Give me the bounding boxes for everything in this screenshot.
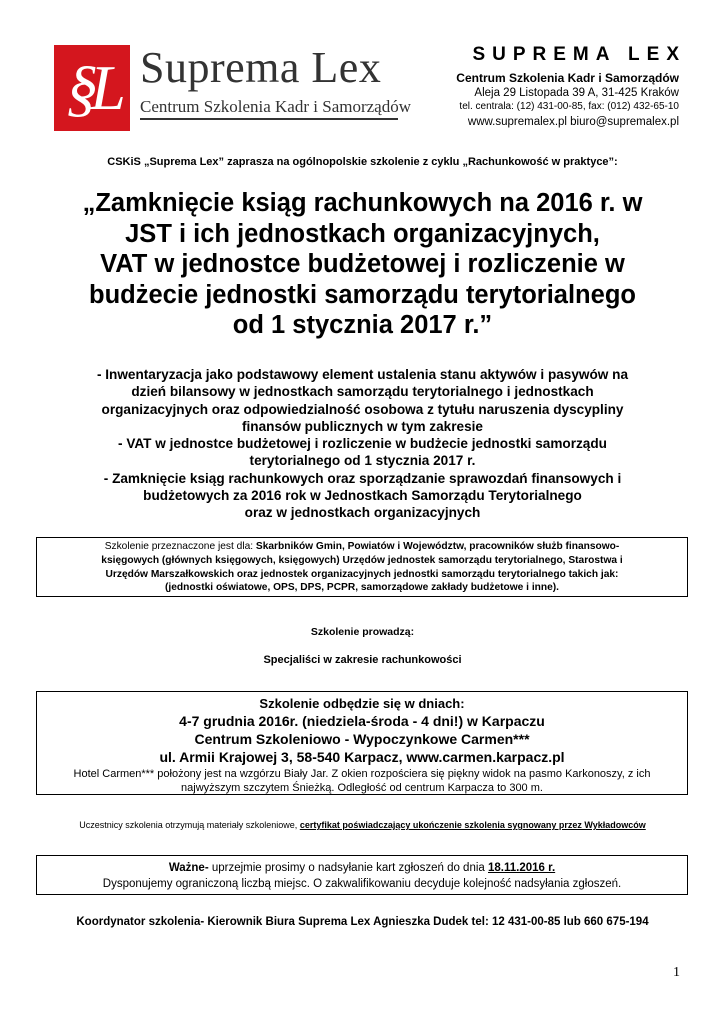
venue-description: najwyższym szczytem Śnieżką. Odległość od centrum Karpacza to 300 m. [181, 782, 543, 794]
certificate-text: certyfikat poświadczający ukończenie szkolenia sygnowany przez Wykładowców [299, 820, 646, 830]
coordinator-line: Koordynator szkolenia- Kierownik Biura Suprema Lex Agnieszka Dudek tel: 12 431-00-85 lub 660 675-194 [76, 916, 649, 928]
venue-box [36, 691, 688, 795]
notice-deadline: 18.11.2016 r. [488, 862, 556, 874]
materials-line [0, 820, 725, 830]
header-brand: SUPREMA LEX [472, 44, 686, 65]
audience-lead: Szkolenie przeznaczone jest dla: [104, 541, 256, 552]
venue-place: Centrum Szkoleniowo - Wypoczynkowe Carmen*** [194, 731, 530, 747]
audience-line: Skarbników Gmin, Powiatów i Województw, pracowników służb finansowo- [255, 541, 620, 552]
topic-line: finansów publicznych w tym zakresie [242, 418, 483, 434]
topic-line: - Zamknięcie ksiąg rachunkowych oraz sporządzanie sprawozdań finansowych i [103, 470, 622, 486]
topic-line: - Inwentaryzacja jako podstawowy element ustalenia stanu aktywów i pasywów na [96, 367, 629, 382]
materials-text: Uczestnicy szkolenia otrzymują materiały szkoleniowe, [79, 820, 300, 830]
trainers-value: Specjaliści w zakresie rachunkowości [263, 654, 462, 666]
page-number: 1 [673, 965, 680, 980]
logo-subtitle: Centrum Szkolenia Kadr i Samorządów [140, 97, 411, 116]
trainers-label: Szkolenie prowadzą: [310, 626, 415, 638]
notice-label: Ważne- [168, 862, 209, 874]
title-line: JST i ich jednostkach organizacyjnych, [125, 219, 600, 248]
intro-line: CSKiS „Suprema Lex” zaprasza na ogólnopolskie szkolenie z cyklu „Rachunkowość w praktyce”: [107, 156, 618, 168]
title-line: od 1 stycznia 2017 r.” [232, 311, 493, 339]
logo-underline [140, 118, 398, 120]
notice-box [36, 855, 688, 895]
training-title [20, 188, 705, 341]
audience-line: (jednostki oświatowe, OPS, DPS, PCPR, samorządowe zakłady budżetowe i inne). [165, 582, 559, 594]
topic-line: dzień bilansowy w jednostkach samorządu terytorialnego i jednostkach [131, 384, 594, 400]
topic-line: budżetowych za 2016 rok w Jednostkach Samorządu Terytorialnego [143, 488, 582, 504]
topic-line: - VAT w jednostce budżetowej i rozliczenie w budżecie jednostki samorządu [118, 436, 607, 452]
venue-dates: 4-7 grudnia 2016r. (niedziela-środa - 4 dni!) w Karpaczu [179, 713, 545, 729]
header-address: Aleja 29 Listopada 39 A, 31-425 Kraków [474, 87, 679, 99]
header-center-name: Centrum Szkolenia Kadr i Samorządów [456, 71, 679, 85]
notice-text: uprzejmie prosimy o nadsyłanie kart zgłoszeń do dnia [208, 862, 488, 874]
header-web-email[interactable]: www.supremalex.pl biuro@supremalex.pl [467, 116, 679, 128]
audience-line: księgowych (głównych księgowych, księgowych) Urzędów jednostek samorządu terytorialnego, Starostwa i [101, 554, 623, 566]
audience-line: Urzędów Marszałkowskich oraz jednostek organizacyjnych jednostki samorządu terytorialnego takich jak: [105, 568, 619, 580]
venue-address[interactable]: ul. Armii Krajowej 3, 58-540 Karpacz, www.carmen.karpacz.pl [159, 749, 565, 765]
topic-line: oraz w jednostkach organizacyjnych [244, 505, 481, 521]
header-phones: tel. centrala: (12) 431-00-85, fax: (012) 432-65-10 [459, 101, 679, 112]
title-line: „Zamknięcie ksiąg rachunkowych na 2016 r. w [82, 189, 643, 217]
logo-name: Suprema Lex [140, 43, 382, 92]
title-line: VAT w jednostce budżetowej i rozliczenie w [100, 250, 625, 278]
topic-line: organizacyjnych oraz odpowiedzialność osobowa z tytułu naruszenia dyscypliny [101, 401, 624, 417]
audience-box [36, 537, 688, 597]
notice-line: Dysponujemy ograniczoną liczbą miejsc. O zakwalifikowaniu decyduje kolejność nadsyłania zgłoszeń. [102, 878, 622, 890]
topic-line: terytorialnego od 1 stycznia 2017 r. [249, 453, 476, 469]
logo-emblem [54, 45, 130, 131]
header-contact [456, 44, 686, 130]
venue-heading: Szkolenie odbędzie się w dniach: [259, 696, 465, 711]
logo-glyph: §L [66, 52, 118, 123]
venue-description: Hotel Carmen*** położony jest na wzgórzu Biały Jar. Z okien rozpościera się piękny widok na pasmo Karkonoszy, z ich [73, 768, 651, 780]
topics-list [40, 366, 685, 522]
title-line: budżecie jednostki samorządu terytorialnego [89, 280, 636, 309]
